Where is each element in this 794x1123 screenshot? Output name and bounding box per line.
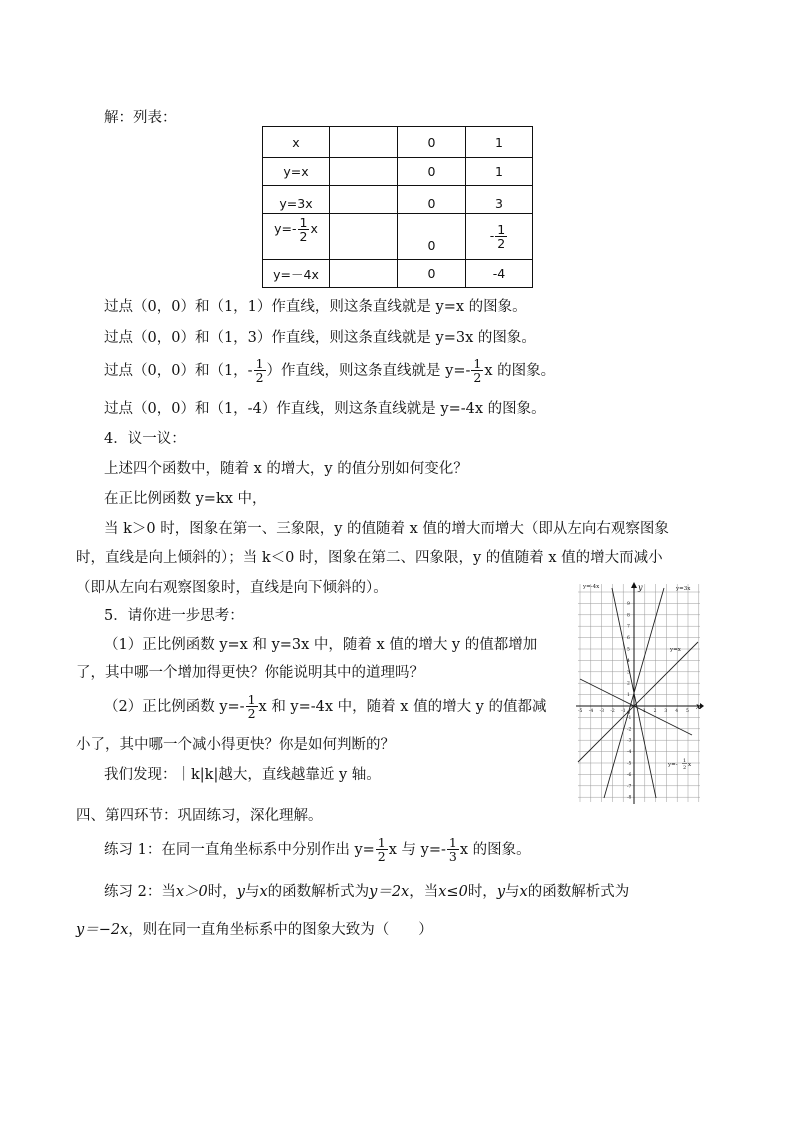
text-line (76, 920, 433, 940)
table-cell (330, 127, 398, 158)
y-tick-label: -6 (627, 772, 632, 778)
y-tick-label: -4 (627, 750, 632, 756)
y-tick-label: 9 (627, 601, 630, 607)
y-tick-label: 3 (627, 670, 630, 676)
text-seg: 与 (244, 884, 260, 900)
denominator: 2 (255, 370, 264, 385)
x-tick-label: 5 (686, 709, 689, 714)
table-cell (330, 260, 398, 288)
text-seg: ，则在同一直角坐标系中的图象大致为（ ） (128, 922, 433, 938)
y-tick-label: -8 (627, 795, 632, 801)
label-suffix: x (310, 221, 318, 236)
table-cell: 0 (398, 186, 466, 214)
value-table (262, 126, 533, 288)
line-y-x (578, 642, 698, 762)
origin-label: 0 (627, 710, 631, 716)
math-seg: y (236, 884, 245, 900)
text-seg: 的函数解析式为 (527, 884, 630, 900)
text-seg: ，当 (409, 884, 439, 900)
table-row (263, 158, 533, 186)
section-heading: 5．请你进一步思考： (104, 608, 244, 624)
intro-label: 解：列表： (104, 110, 177, 126)
numerator: 1 (247, 692, 256, 707)
y-tick-label: -1 (627, 715, 632, 721)
table-row (263, 186, 533, 214)
x-tick-label: 1 (642, 709, 646, 714)
denominator: 3 (448, 849, 457, 864)
text-seg: （2）正比例函数 y=- (104, 698, 245, 715)
table-cell: y=x (263, 158, 330, 186)
text-line: 了，其中哪一个增加得更快？你能说明其中的道理吗？ (76, 665, 424, 681)
text-line: 当 k＞0 时，图象在第一、三象限，y 的值随着 x 值的增大而增大（即从左向右观察图象 (104, 521, 669, 537)
text-line: （即从左向右观察图象时，直线是向下倾斜的）。 (76, 580, 388, 596)
table-cell: 3 (466, 186, 533, 214)
math-seg: x＞0 (175, 884, 208, 900)
denominator: 2 (473, 370, 482, 385)
label-half-den: 2 (683, 765, 687, 771)
fraction (376, 836, 388, 863)
fraction (246, 693, 258, 720)
table-row (263, 127, 533, 158)
text-seg: x 与 y=- (388, 841, 446, 858)
text-line: 时，直线是向上倾斜的）；当 k＜0 时，图象在第二、四象限，y 的值随着 x 值的增大而减小 (76, 550, 663, 566)
numerator: 1 (497, 222, 506, 237)
y-tick-label: 2 (627, 681, 630, 687)
text-line: 过点（0，0）和（1，-4）作直线，则这条直线就是 y=-4x 的图象。 (104, 401, 546, 417)
fraction (471, 357, 483, 384)
denominator: 2 (299, 229, 308, 244)
y-tick-label: -2 (627, 727, 632, 733)
text-line: 小了，其中哪一个减小得更快？你是如何判断的？ (76, 737, 395, 753)
text-seg: x 的图象。 (484, 362, 556, 379)
section-heading: 4．议一议： (104, 431, 186, 447)
table-cell: 0 (398, 260, 466, 288)
numerator: 1 (448, 835, 457, 850)
table-cell: 1 (466, 127, 533, 158)
text-line: 上述四个函数中，随着 x 的增大，y 的值分别如何变化？ (104, 461, 468, 477)
text-seg: 练习 2：当 (104, 884, 176, 900)
denominator: 2 (377, 849, 386, 864)
x-tick-label: -4 (588, 709, 594, 714)
numerator: 1 (377, 835, 386, 850)
y-axis-arrow (631, 582, 637, 588)
table-cell: 0 (398, 127, 466, 158)
math-seg: x (519, 884, 528, 900)
table-row (263, 214, 533, 260)
x-tick-label: -3 (599, 709, 604, 714)
table-cell: x (263, 127, 330, 158)
y-tick-label: 6 (627, 636, 630, 642)
table-cell (330, 186, 398, 214)
y-axis-label: y (638, 583, 643, 592)
x-tick-label: -2 (610, 709, 615, 714)
text-seg: x 和 y=-4x 中，随着 x 值的增大 y 的值都减 (258, 698, 547, 715)
y-tick-label: 5 (627, 647, 630, 653)
numerator: 1 (255, 356, 264, 371)
table-cell: -4 (466, 260, 533, 288)
label-y-3x: y=3x (676, 586, 691, 592)
value-prefix: - (489, 228, 495, 243)
table-cell: 0 (398, 214, 466, 260)
y-tick-label: -5 (627, 761, 632, 767)
math-seg: y＝−2x (76, 922, 129, 938)
text-line (104, 836, 531, 863)
table-cell: 1 (466, 158, 533, 186)
label-half-suffix: x (688, 762, 692, 768)
label-prefix: y=- (274, 221, 297, 236)
fraction (254, 357, 266, 384)
x-tick-label: 4 (675, 709, 679, 714)
label-half-prefix: y=- (668, 762, 678, 768)
x-axis-label: x (696, 701, 701, 711)
y-tick-label: 4 (627, 658, 630, 664)
x-tick-label: -5 (578, 709, 583, 714)
x-tick-label: 3 (664, 709, 668, 714)
function-graph (576, 578, 704, 804)
text-seg: ）作直线，则这条直线就是 y=- (266, 362, 471, 379)
x-tick-label: 2 (653, 709, 657, 714)
y-tick-label: 7 (627, 624, 630, 630)
text-line: 在正比例函数 y=kx 中， (104, 491, 267, 507)
table-cell (466, 214, 533, 260)
text-seg: 的函数解析式为 (267, 884, 370, 900)
label-y-x: y=x (670, 647, 681, 653)
text-seg: 练习 1：在同一直角坐标系中分别作出 y= (104, 841, 375, 858)
math-seg: x (259, 884, 268, 900)
label-y-neg4x: y=-4x (583, 584, 600, 590)
table-cell: y=3x (263, 186, 330, 214)
text-line: 过点（0，0）和（1，3）作直线，则这条直线就是 y=3x 的图象。 (104, 330, 536, 346)
text-line: （1）正比例函数 y=x 和 y=3x 中，随着 x 值的增大 y 的值都增加 (104, 637, 538, 653)
fraction (447, 836, 459, 863)
section-heading: 四、第四环节：巩固练习，深化理解。 (76, 808, 323, 824)
text-seg: 与 (505, 884, 520, 900)
math-seg: y (496, 884, 506, 900)
text-seg: 时， (467, 884, 497, 900)
text-line (104, 882, 629, 902)
text-line (104, 693, 546, 720)
table-cell: 0 (398, 158, 466, 186)
math-seg: y＝2x (369, 884, 410, 900)
text-line (104, 357, 555, 384)
text-seg: 时， (207, 884, 237, 900)
y-tick-labels (627, 601, 632, 801)
y-tick-label: -7 (627, 784, 632, 790)
numerator: 1 (299, 215, 308, 230)
text-line: 过点（0，0）和（1，1）作直线，则这条直线就是 y=x 的图象。 (104, 299, 527, 315)
denominator: 2 (497, 236, 506, 251)
x-tick-label: -1 (621, 709, 626, 714)
y-tick-label: 8 (627, 613, 630, 619)
text-line: 我们发现：｜k|k|越大，直线越靠近 y 轴。 (104, 767, 381, 783)
text-seg: 过点（0，0）和（1，- (104, 362, 253, 379)
table-row (263, 260, 533, 288)
denominator: 2 (247, 706, 256, 721)
table-cell: y=－4x (263, 260, 330, 288)
graph-grid (578, 584, 700, 802)
label-half-num: 1 (683, 758, 687, 764)
text-seg: x 的图象。 (459, 841, 531, 858)
table-cell (330, 158, 398, 186)
y-tick-label: 1 (627, 693, 630, 699)
numerator: 1 (473, 356, 482, 371)
table-cell (330, 214, 398, 260)
y-tick-label: -3 (627, 738, 632, 744)
math-seg: x≤0 (438, 884, 468, 900)
fraction (495, 223, 507, 250)
fraction (298, 216, 310, 243)
table-cell (263, 214, 330, 260)
